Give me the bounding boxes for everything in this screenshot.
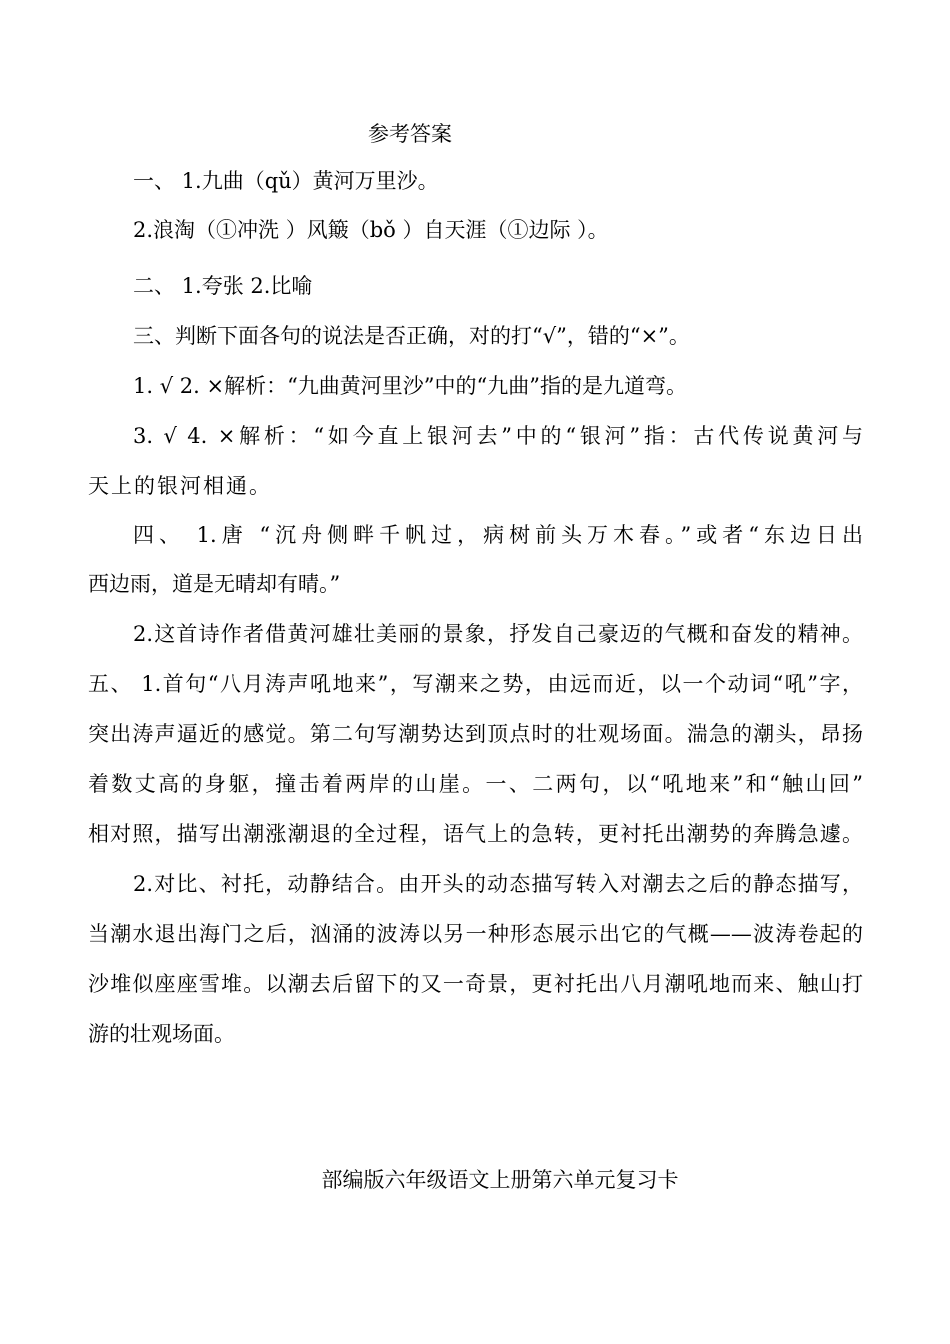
- answer-line-5: 1. √ 2. ×解析：“九曲黄河里沙”中的“九曲”指的是九道弯。: [133, 374, 688, 398]
- answer-line-10: 2.这首诗作者借黄河雄壮美丽的景象，抒发自己豪迈的气概和奋发的精神。: [133, 622, 863, 646]
- footer-title: 部编版六年级语文上册第六单元复习卡: [321, 1168, 679, 1192]
- answer-line-7: 天上的银河相通。: [88, 474, 272, 498]
- answer-line-12: 突出涛声逼近的感觉。第二句写潮势达到顶点时的壮观场面。湍急的潮头，昂扬: [88, 722, 863, 746]
- answer-line-15: 2.对比、衬托，动静结合。由开头的动态描写转入对潮去之后的静态描写，: [133, 872, 863, 896]
- answer-line-1: 一、 1.九曲（qǔ）黄河万里沙。: [133, 169, 439, 193]
- answer-line-2: 2.浪淘（①冲洗 ）风簸（bǒ ）自天涯（①边际 ）。: [133, 218, 609, 242]
- answer-line-4: 三、判断下面各句的说法是否正确，对的打“√”，错的“×”。: [133, 324, 690, 348]
- answer-line-14: 相对照，描写出潮涨潮退的全过程，语气上的急转，更衬托出潮势的奔腾急遽。: [88, 822, 863, 846]
- answer-line-16: 当潮水退出海门之后，汹涌的波涛以另一种形态展示出它的气概——波涛卷起的: [88, 922, 863, 946]
- answer-line-17: 沙堆似座座雪堆。以潮去后留下的又一奇景，更衬托出八月潮吼地而来、触山打: [88, 972, 863, 996]
- answer-line-18: 游的壮观场面。: [88, 1022, 235, 1046]
- answer-line-13: 着数丈高的身躯，撞击着两岸的山崖。一、二两句，以“吼地来”和“触山回”: [88, 772, 863, 796]
- answer-line-3: 二、 1.夸张 2.比喻: [133, 274, 313, 298]
- answer-line-8: 四、 1.唐 “沉舟侧畔千帆过，病树前头万木春。”或者“东边日出: [133, 523, 863, 547]
- page-title: 参考答案: [368, 122, 452, 146]
- answer-line-9: 西边雨，道是无晴却有晴。”: [88, 572, 341, 596]
- answer-line-6: 3. √ 4. ×解析：“如今直上银河去”中的“银河”指：古代传说黄河与: [133, 424, 863, 448]
- answer-line-11: 五、 1.首句“八月涛声吼地来”，写潮来之势，由远而近，以一个动词“吼”字，: [88, 672, 863, 696]
